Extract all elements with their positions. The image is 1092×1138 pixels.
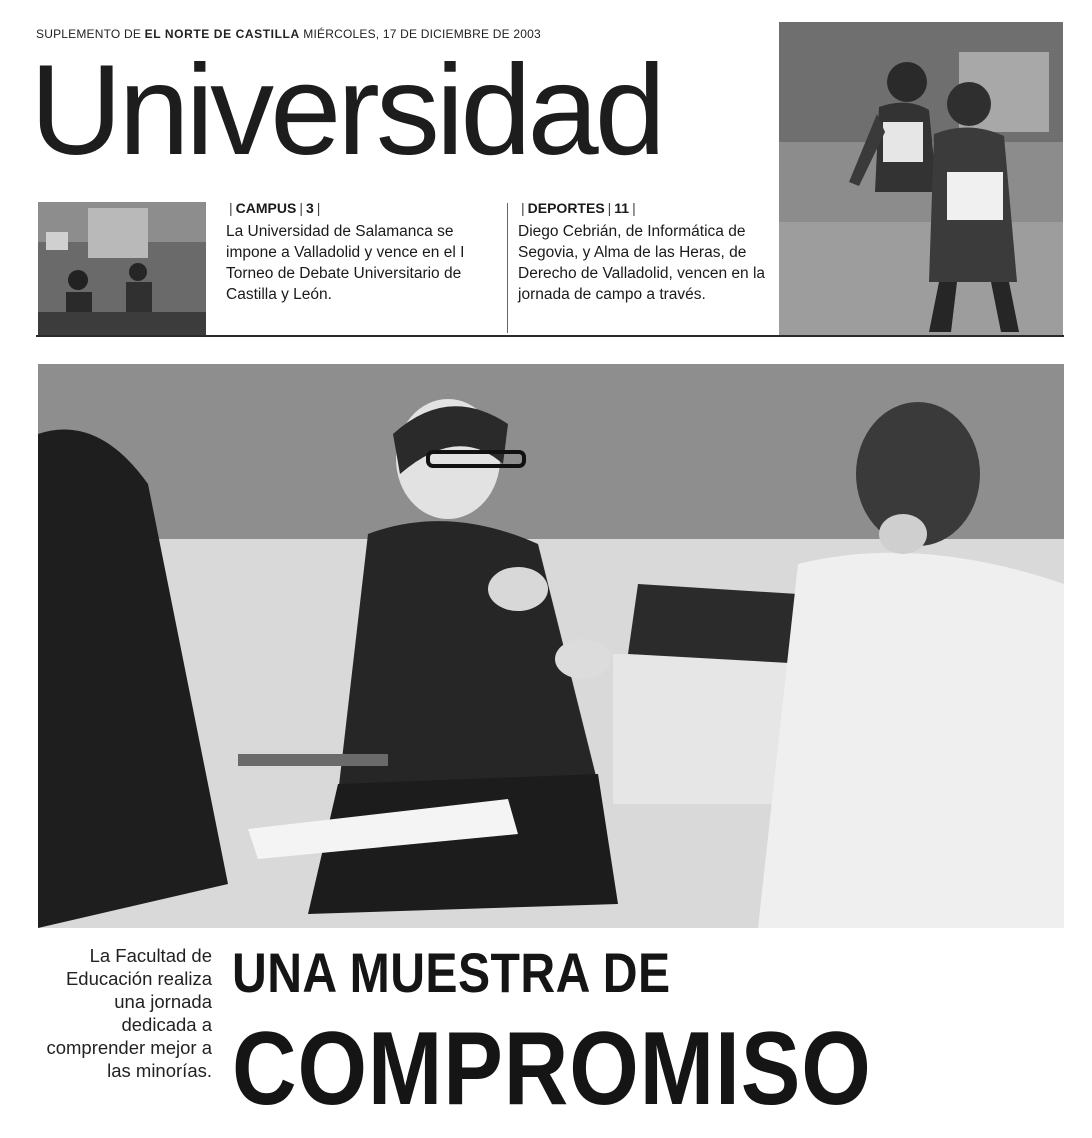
campus-teaser xyxy=(226,200,488,305)
debate-photo xyxy=(38,202,206,335)
deportes-teaser-text: Diego Cebrián, de Informática de Segovia, y Alma de las Heras, de Derecho de Valladolid, vencen en la jornada de campo a través. xyxy=(518,223,766,303)
runners-photo xyxy=(779,22,1063,335)
teaser-divider xyxy=(507,203,508,333)
campus-page-number: 3 xyxy=(305,200,314,216)
campus-section-tag: | CAMPUS | 3 | xyxy=(229,200,321,216)
debate-photo-drawing xyxy=(38,202,206,335)
main-photo-drawing xyxy=(38,364,1064,928)
masthead-title: Universidad xyxy=(30,39,662,182)
headline-line-1: UNA MUESTRA DE xyxy=(232,941,671,1004)
headline-line-2: COMPROMISO xyxy=(232,1011,872,1127)
main-photo xyxy=(38,364,1064,928)
deportes-section-name: DEPORTES xyxy=(527,200,605,216)
deportes-page-number: 11 xyxy=(614,200,630,216)
issue-date: MIÉRCOLES, 17 DE DICIEMBRE DE 2003 xyxy=(303,27,541,41)
deportes-section-tag: | DEPORTES | 11 | xyxy=(521,200,636,216)
story-deck: La Facultad de Educación realiza una jornada dedicada a comprender mejor a las minorías. xyxy=(46,945,212,1081)
campus-section-name: CAMPUS xyxy=(235,200,297,216)
campus-teaser-text: La Universidad de Salamanca se impone a Valladolid y vence en el I Torneo de Debate Universitario de Castilla y León. xyxy=(226,223,465,303)
supplement-prefix: SUPLEMENTO DE xyxy=(36,27,142,41)
deportes-teaser xyxy=(518,200,773,305)
header-rule xyxy=(36,335,1064,337)
runners-photo-drawing xyxy=(779,22,1063,335)
newspaper-name: EL NORTE DE CASTILLA xyxy=(144,27,300,41)
